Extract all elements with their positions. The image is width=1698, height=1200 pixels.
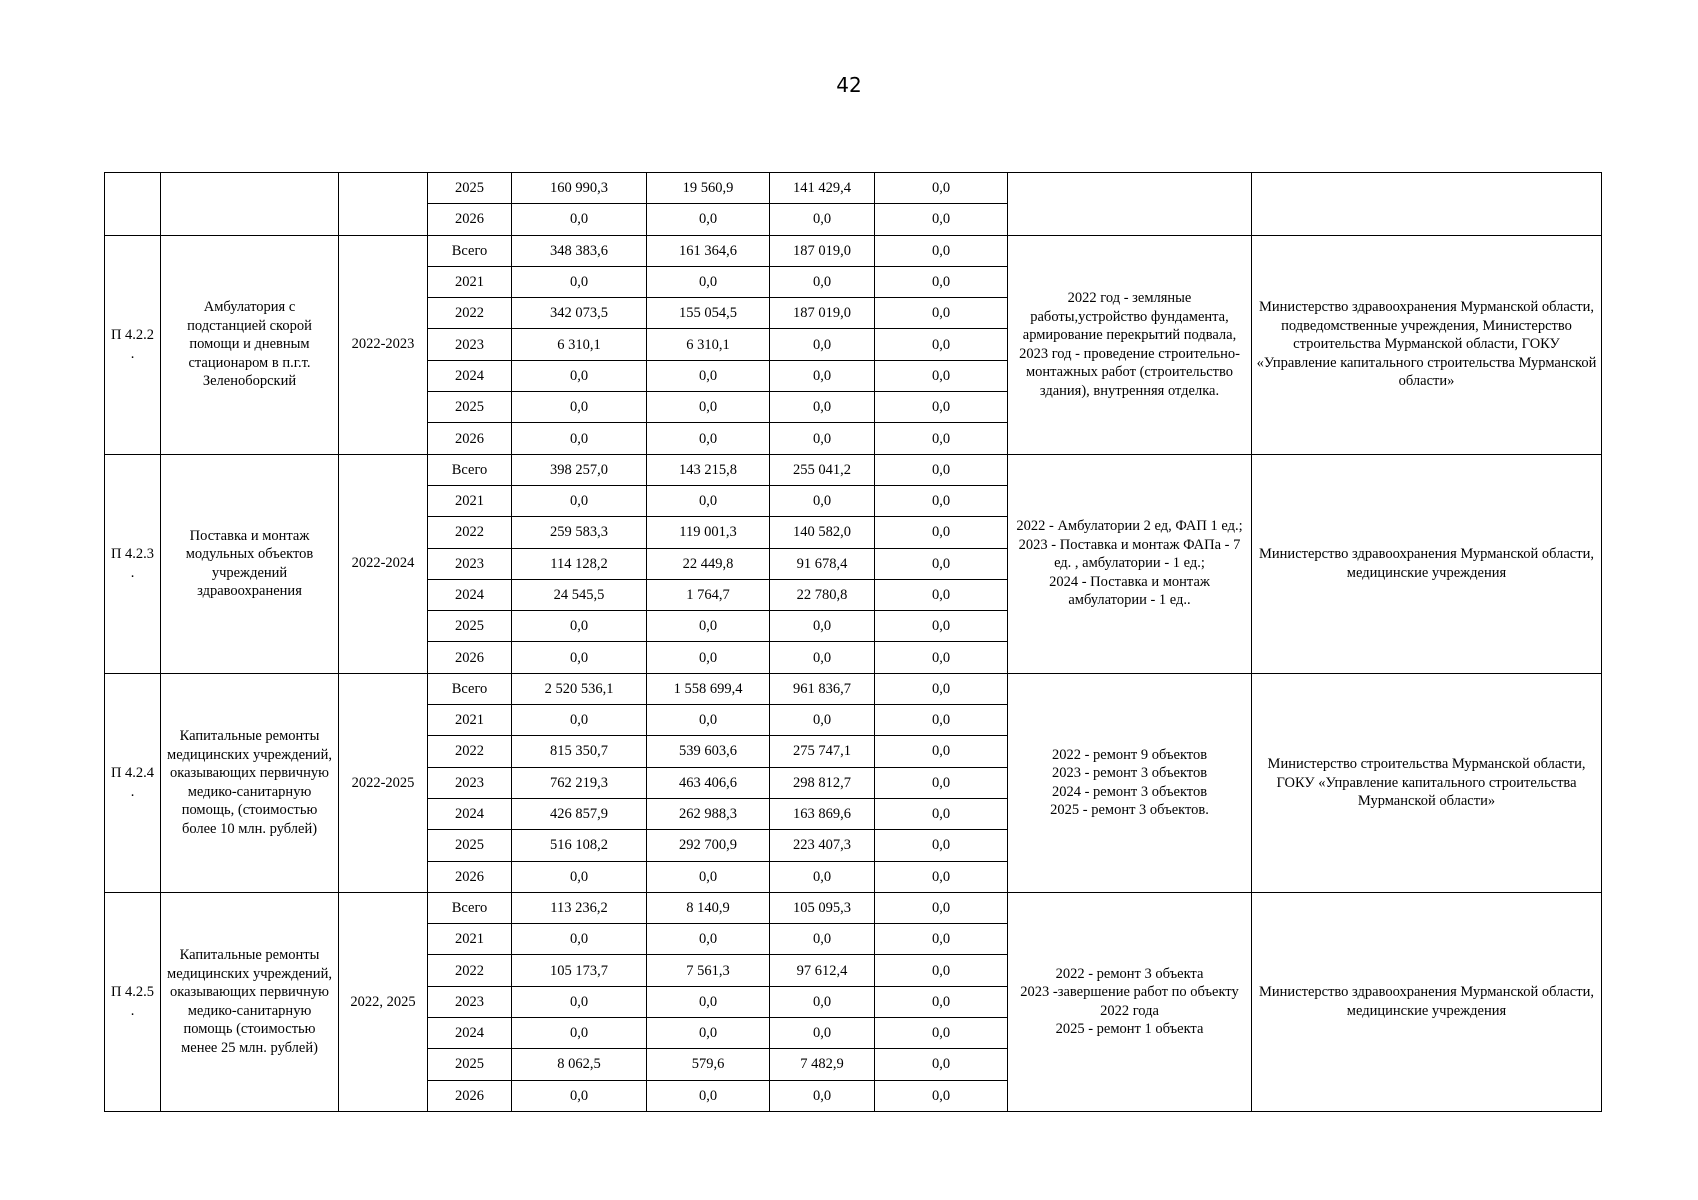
year-cell: 2023 bbox=[428, 548, 512, 579]
federal-budget-cell: 143 215,8 bbox=[647, 454, 770, 485]
activity-code-cell: П 4.2.4 . bbox=[105, 673, 161, 892]
activity-name-cell: Амбулатория с подстанцией скорой помощи и дневным стационаром в п.г.т. Зеленоборский bbox=[161, 235, 339, 454]
period-cell: 2022-2025 bbox=[339, 673, 428, 892]
other-sources-cell: 0,0 bbox=[875, 736, 1008, 767]
table-body bbox=[105, 173, 1602, 1112]
regional-budget-cell: 7 482,9 bbox=[770, 1049, 875, 1080]
year-cell: 2023 bbox=[428, 329, 512, 360]
federal-budget-cell: 0,0 bbox=[647, 705, 770, 736]
year-cell: Всего bbox=[428, 892, 512, 923]
expected-result-cell: 2022 - ремонт 9 объектов 2023 - ремонт 3 объектов 2024 - ремонт 3 объектов 2025 - ремонт 3 объектов. bbox=[1008, 673, 1252, 892]
federal-budget-cell: 0,0 bbox=[647, 861, 770, 892]
total-cell: 259 583,3 bbox=[512, 517, 647, 548]
other-sources-cell: 0,0 bbox=[875, 924, 1008, 955]
table-row bbox=[105, 454, 1602, 485]
other-sources-cell: 0,0 bbox=[875, 1018, 1008, 1049]
other-sources-cell: 0,0 bbox=[875, 861, 1008, 892]
total-cell: 0,0 bbox=[512, 392, 647, 423]
federal-budget-cell: 579,6 bbox=[647, 1049, 770, 1080]
year-cell: 2024 bbox=[428, 1018, 512, 1049]
total-cell: 0,0 bbox=[512, 705, 647, 736]
federal-budget-cell: 161 364,6 bbox=[647, 235, 770, 266]
other-sources-cell: 0,0 bbox=[875, 673, 1008, 704]
regional-budget-cell: 0,0 bbox=[770, 1080, 875, 1111]
total-cell: 0,0 bbox=[512, 360, 647, 391]
federal-budget-cell: 0,0 bbox=[647, 204, 770, 235]
other-sources-cell: 0,0 bbox=[875, 955, 1008, 986]
page-number: 42 bbox=[836, 73, 862, 97]
regional-budget-cell: 0,0 bbox=[770, 423, 875, 454]
other-sources-cell: 0,0 bbox=[875, 892, 1008, 923]
other-sources-cell: 0,0 bbox=[875, 1049, 1008, 1080]
year-cell: 2021 bbox=[428, 266, 512, 297]
year-cell: 2026 bbox=[428, 642, 512, 673]
other-sources-cell: 0,0 bbox=[875, 485, 1008, 516]
year-cell: 2024 bbox=[428, 798, 512, 829]
regional-budget-cell: 97 612,4 bbox=[770, 955, 875, 986]
other-sources-cell: 0,0 bbox=[875, 642, 1008, 673]
total-cell: 426 857,9 bbox=[512, 798, 647, 829]
expected-result-cell: 2022 - Амбулатории 2 ед, ФАП 1 ед.; 2023 - Поставка и монтаж ФАПа - 7 ед. , амбулатории - 1 ед.; 2024 - Поставка и монтаж амбулатории - 1 ед.. bbox=[1008, 454, 1252, 673]
federal-budget-cell: 292 700,9 bbox=[647, 830, 770, 861]
federal-budget-cell: 155 054,5 bbox=[647, 298, 770, 329]
name-cell bbox=[161, 173, 339, 236]
total-cell: 0,0 bbox=[512, 986, 647, 1017]
regional-budget-cell: 187 019,0 bbox=[770, 235, 875, 266]
federal-budget-cell: 19 560,9 bbox=[647, 173, 770, 204]
expected-result-cell: 2022 - ремонт 3 объекта 2023 -завершение работ по объекту 2022 года 2025 - ремонт 1 объекта bbox=[1008, 892, 1252, 1111]
year-cell: 2023 bbox=[428, 986, 512, 1017]
executor-cell: Министерство здравоохранения Мурманской области, подведомственные учреждения, Министерство строительства Мурманской области, ГОКУ «Управление капитального строительства Мурманской области» bbox=[1252, 235, 1602, 454]
executor-cell: Министерство здравоохранения Мурманской области, медицинские учреждения bbox=[1252, 892, 1602, 1111]
regional-budget-cell: 0,0 bbox=[770, 360, 875, 391]
regional-budget-cell: 91 678,4 bbox=[770, 548, 875, 579]
year-cell: 2022 bbox=[428, 298, 512, 329]
federal-budget-cell: 22 449,8 bbox=[647, 548, 770, 579]
other-sources-cell: 0,0 bbox=[875, 392, 1008, 423]
year-cell: 2025 bbox=[428, 1049, 512, 1080]
regional-budget-cell: 0,0 bbox=[770, 485, 875, 516]
year-cell: 2021 bbox=[428, 705, 512, 736]
federal-budget-cell: 0,0 bbox=[647, 986, 770, 1017]
other-sources-cell: 0,0 bbox=[875, 705, 1008, 736]
total-cell: 0,0 bbox=[512, 642, 647, 673]
total-cell: 0,0 bbox=[512, 204, 647, 235]
table-row bbox=[105, 235, 1602, 266]
program-activities-table bbox=[104, 172, 1602, 1112]
year-cell: 2022 bbox=[428, 517, 512, 548]
year-cell: Всего bbox=[428, 673, 512, 704]
year-cell: Всего bbox=[428, 454, 512, 485]
total-cell: 24 545,5 bbox=[512, 579, 647, 610]
expected-result-cell: 2022 год - земляные работы,устройство фундамента, армирование перекрытий подвала, 2023 год - проведение строительно-монтажных работ (строительство здания), внутренняя отделка. bbox=[1008, 235, 1252, 454]
executor-cell bbox=[1252, 173, 1602, 236]
total-cell: 113 236,2 bbox=[512, 892, 647, 923]
other-sources-cell: 0,0 bbox=[875, 173, 1008, 204]
federal-budget-cell: 1 764,7 bbox=[647, 579, 770, 610]
federal-budget-cell: 0,0 bbox=[647, 485, 770, 516]
regional-budget-cell: 223 407,3 bbox=[770, 830, 875, 861]
year-cell: 2026 bbox=[428, 423, 512, 454]
total-cell: 114 128,2 bbox=[512, 548, 647, 579]
total-cell: 0,0 bbox=[512, 924, 647, 955]
total-cell: 0,0 bbox=[512, 485, 647, 516]
regional-budget-cell: 961 836,7 bbox=[770, 673, 875, 704]
federal-budget-cell: 8 140,9 bbox=[647, 892, 770, 923]
other-sources-cell: 0,0 bbox=[875, 579, 1008, 610]
regional-budget-cell: 0,0 bbox=[770, 204, 875, 235]
federal-budget-cell: 1 558 699,4 bbox=[647, 673, 770, 704]
federal-budget-cell: 7 561,3 bbox=[647, 955, 770, 986]
total-cell: 348 383,6 bbox=[512, 235, 647, 266]
total-cell: 0,0 bbox=[512, 1080, 647, 1111]
other-sources-cell: 0,0 bbox=[875, 830, 1008, 861]
regional-budget-cell: 187 019,0 bbox=[770, 298, 875, 329]
other-sources-cell: 0,0 bbox=[875, 798, 1008, 829]
regional-budget-cell: 0,0 bbox=[770, 266, 875, 297]
year-cell: 2024 bbox=[428, 579, 512, 610]
activity-name-cell: Капитальные ремонты медицинских учреждений, оказывающих первичную медико-санитарную помощь, (стоимостью более 10 млн. рублей) bbox=[161, 673, 339, 892]
regional-budget-cell: 22 780,8 bbox=[770, 579, 875, 610]
other-sources-cell: 0,0 bbox=[875, 767, 1008, 798]
executor-cell: Министерство здравоохранения Мурманской области, медицинские учреждения bbox=[1252, 454, 1602, 673]
other-sources-cell: 0,0 bbox=[875, 235, 1008, 266]
total-cell: 0,0 bbox=[512, 266, 647, 297]
result-cell bbox=[1008, 173, 1252, 236]
total-cell: 0,0 bbox=[512, 423, 647, 454]
table-row bbox=[105, 892, 1602, 923]
federal-budget-cell: 463 406,6 bbox=[647, 767, 770, 798]
other-sources-cell: 0,0 bbox=[875, 204, 1008, 235]
regional-budget-cell: 163 869,6 bbox=[770, 798, 875, 829]
federal-budget-cell: 0,0 bbox=[647, 924, 770, 955]
total-cell: 2 520 536,1 bbox=[512, 673, 647, 704]
period-cell: 2022-2024 bbox=[339, 454, 428, 673]
federal-budget-cell: 0,0 bbox=[647, 611, 770, 642]
other-sources-cell: 0,0 bbox=[875, 266, 1008, 297]
year-cell: 2021 bbox=[428, 924, 512, 955]
other-sources-cell: 0,0 bbox=[875, 548, 1008, 579]
other-sources-cell: 0,0 bbox=[875, 298, 1008, 329]
total-cell: 516 108,2 bbox=[512, 830, 647, 861]
regional-budget-cell: 0,0 bbox=[770, 924, 875, 955]
total-cell: 398 257,0 bbox=[512, 454, 647, 485]
regional-budget-cell: 105 095,3 bbox=[770, 892, 875, 923]
total-cell: 6 310,1 bbox=[512, 329, 647, 360]
total-cell: 0,0 bbox=[512, 1018, 647, 1049]
regional-budget-cell: 298 812,7 bbox=[770, 767, 875, 798]
other-sources-cell: 0,0 bbox=[875, 986, 1008, 1017]
total-cell: 762 219,3 bbox=[512, 767, 647, 798]
total-cell: 815 350,7 bbox=[512, 736, 647, 767]
period-cell bbox=[339, 173, 428, 236]
year-cell: 2025 bbox=[428, 830, 512, 861]
year-cell: 2026 bbox=[428, 204, 512, 235]
activity-name-cell: Капитальные ремонты медицинских учреждений, оказывающих первичную медико-санитарную помощь (стоимостью менее 25 млн. рублей) bbox=[161, 892, 339, 1111]
regional-budget-cell: 0,0 bbox=[770, 611, 875, 642]
table-row bbox=[105, 673, 1602, 704]
regional-budget-cell: 0,0 bbox=[770, 986, 875, 1017]
other-sources-cell: 0,0 bbox=[875, 517, 1008, 548]
activity-name-cell: Поставка и монтаж модульных объектов учреждений здравоохранения bbox=[161, 454, 339, 673]
year-cell: 2025 bbox=[428, 611, 512, 642]
federal-budget-cell: 262 988,3 bbox=[647, 798, 770, 829]
regional-budget-cell: 0,0 bbox=[770, 861, 875, 892]
other-sources-cell: 0,0 bbox=[875, 423, 1008, 454]
year-cell: 2024 bbox=[428, 360, 512, 391]
regional-budget-cell: 0,0 bbox=[770, 642, 875, 673]
year-cell: 2026 bbox=[428, 1080, 512, 1111]
total-cell: 160 990,3 bbox=[512, 173, 647, 204]
federal-budget-cell: 0,0 bbox=[647, 1018, 770, 1049]
regional-budget-cell: 255 041,2 bbox=[770, 454, 875, 485]
year-cell: 2025 bbox=[428, 173, 512, 204]
period-cell: 2022-2023 bbox=[339, 235, 428, 454]
total-cell: 0,0 bbox=[512, 861, 647, 892]
other-sources-cell: 0,0 bbox=[875, 329, 1008, 360]
federal-budget-cell: 0,0 bbox=[647, 360, 770, 391]
code-cell bbox=[105, 173, 161, 236]
other-sources-cell: 0,0 bbox=[875, 1080, 1008, 1111]
federal-budget-cell: 539 603,6 bbox=[647, 736, 770, 767]
federal-budget-cell: 0,0 bbox=[647, 1080, 770, 1111]
table-row bbox=[105, 173, 1602, 204]
federal-budget-cell: 0,0 bbox=[647, 642, 770, 673]
activity-code-cell: П 4.2.5 . bbox=[105, 892, 161, 1111]
executor-cell: Министерство строительства Мурманской области, ГОКУ «Управление капитального строительства Мурманской области» bbox=[1252, 673, 1602, 892]
other-sources-cell: 0,0 bbox=[875, 611, 1008, 642]
total-cell: 105 173,7 bbox=[512, 955, 647, 986]
other-sources-cell: 0,0 bbox=[875, 454, 1008, 485]
total-cell: 0,0 bbox=[512, 611, 647, 642]
regional-budget-cell: 275 747,1 bbox=[770, 736, 875, 767]
regional-budget-cell: 0,0 bbox=[770, 329, 875, 360]
other-sources-cell: 0,0 bbox=[875, 360, 1008, 391]
federal-budget-cell: 119 001,3 bbox=[647, 517, 770, 548]
regional-budget-cell: 0,0 bbox=[770, 392, 875, 423]
period-cell: 2022, 2025 bbox=[339, 892, 428, 1111]
regional-budget-cell: 141 429,4 bbox=[770, 173, 875, 204]
regional-budget-cell: 0,0 bbox=[770, 705, 875, 736]
regional-budget-cell: 0,0 bbox=[770, 1018, 875, 1049]
activity-code-cell: П 4.2.3 . bbox=[105, 454, 161, 673]
year-cell: 2022 bbox=[428, 955, 512, 986]
year-cell: 2021 bbox=[428, 485, 512, 516]
year-cell: Всего bbox=[428, 235, 512, 266]
year-cell: 2023 bbox=[428, 767, 512, 798]
activity-code-cell: П 4.2.2 . bbox=[105, 235, 161, 454]
year-cell: 2025 bbox=[428, 392, 512, 423]
total-cell: 342 073,5 bbox=[512, 298, 647, 329]
year-cell: 2022 bbox=[428, 736, 512, 767]
year-cell: 2026 bbox=[428, 861, 512, 892]
federal-budget-cell: 6 310,1 bbox=[647, 329, 770, 360]
federal-budget-cell: 0,0 bbox=[647, 423, 770, 454]
federal-budget-cell: 0,0 bbox=[647, 392, 770, 423]
federal-budget-cell: 0,0 bbox=[647, 266, 770, 297]
regional-budget-cell: 140 582,0 bbox=[770, 517, 875, 548]
total-cell: 8 062,5 bbox=[512, 1049, 647, 1080]
